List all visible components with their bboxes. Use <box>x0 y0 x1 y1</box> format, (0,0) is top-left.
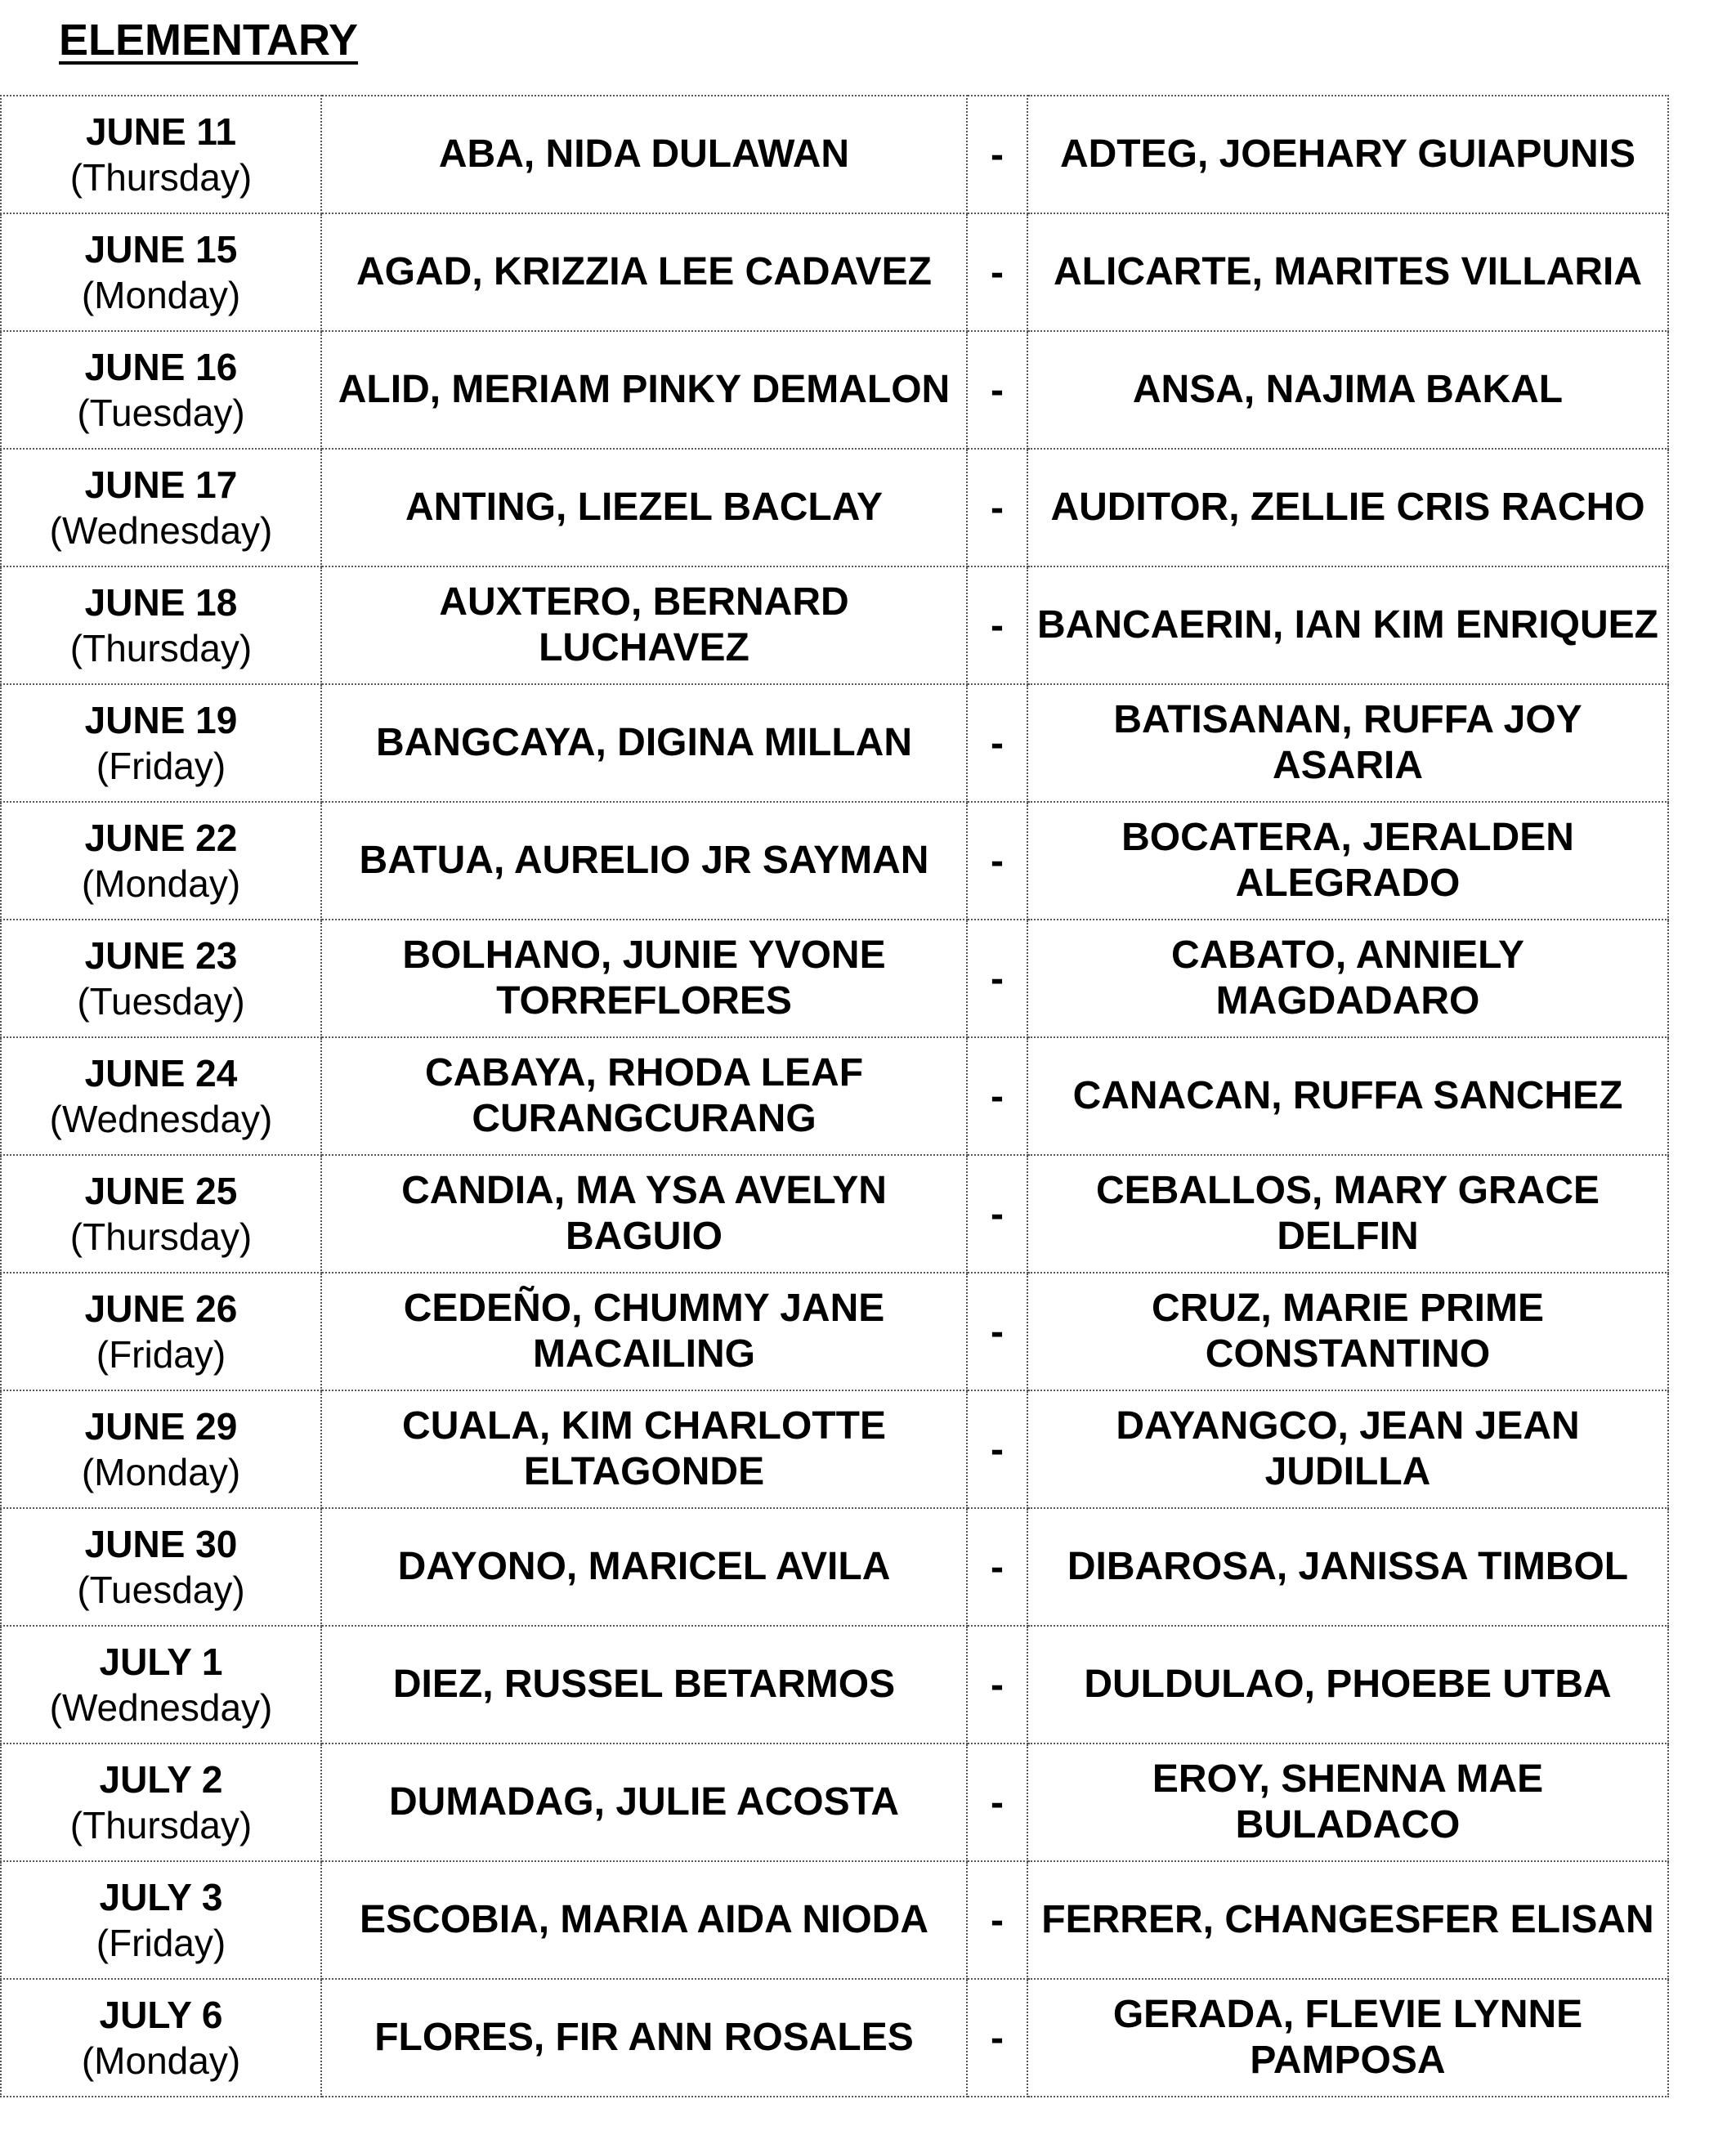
range-start-cell <box>321 920 967 1037</box>
range-start-cell <box>321 1979 967 2097</box>
weekday-label: (Friday) <box>96 1922 226 1964</box>
date-cell <box>1 1037 321 1155</box>
date-cell <box>1 566 321 684</box>
range-separator: - <box>991 2016 1004 2060</box>
schedule-table <box>0 95 1669 2097</box>
weekday-label: (Thursday) <box>69 156 253 199</box>
range-separator: - <box>991 1309 1004 1354</box>
date-label: JUNE 11 <box>85 110 237 153</box>
range-end-cell <box>1027 1037 1668 1155</box>
range-separator: - <box>991 368 1004 412</box>
range-end-cell <box>1027 213 1668 331</box>
range-start-cell <box>321 213 967 331</box>
table-row <box>1 1861 1668 1979</box>
range-start-cell <box>321 1273 967 1390</box>
range-end-name: CEBALLOS, MARY GRACE DELFIN <box>1095 1169 1600 1258</box>
date-cell <box>1 1979 321 2097</box>
table-row <box>1 1979 1668 2097</box>
range-separator: - <box>991 956 1004 1000</box>
range-end-name: CANACAN, RUFFA SANCHEZ <box>1072 1074 1623 1117</box>
range-start-cell <box>321 1037 967 1155</box>
range-separator-cell <box>967 1390 1027 1508</box>
range-separator: - <box>991 1192 1004 1236</box>
date-cell <box>1 802 321 920</box>
range-separator: - <box>991 132 1004 177</box>
range-end-cell <box>1027 1626 1668 1743</box>
range-separator: - <box>991 1545 1004 1589</box>
range-end-name: BOCATERA, JERALDEN ALEGRADO <box>1121 816 1574 905</box>
range-end-cell <box>1027 1743 1668 1861</box>
weekday-label: (Wednesday) <box>49 1098 273 1140</box>
date-label: JULY 3 <box>99 1876 223 1918</box>
date-label: JUNE 22 <box>84 817 238 859</box>
range-end-name: BANCAERIN, IAN KIM ENRIQUEZ <box>1036 603 1658 647</box>
weekday-label: (Wednesday) <box>49 509 273 552</box>
range-end-name: BATISANAN, RUFFA JOY ASARIA <box>1113 698 1582 787</box>
range-start-cell <box>321 566 967 684</box>
range-start-name: BOLHANO, JUNIE YVONE TORREFLORES <box>402 933 886 1023</box>
range-end-name: FERRER, CHANGESFER ELISAN <box>1041 1898 1654 1941</box>
range-end-name: EROY, SHENNA MAE BULADACO <box>1152 1757 1544 1846</box>
date-cell <box>1 1626 321 1743</box>
range-end-name: ANSA, NAJIMA BAKAL <box>1132 368 1564 411</box>
page-title: ELEMENTARY <box>59 16 359 65</box>
range-end-name: ADTEG, JOEHARY GUIAPUNIS <box>1059 132 1636 176</box>
range-end-cell <box>1027 802 1668 920</box>
table-row <box>1 449 1668 566</box>
date-label: JUNE 30 <box>84 1523 238 1565</box>
range-end-cell <box>1027 1861 1668 1979</box>
range-separator: - <box>991 1780 1004 1824</box>
range-separator-cell <box>967 331 1027 449</box>
date-cell <box>1 920 321 1037</box>
weekday-label: (Monday) <box>81 1451 241 1493</box>
date-label: JUNE 29 <box>84 1405 238 1448</box>
range-start-cell <box>321 449 967 566</box>
table-row <box>1 1626 1668 1743</box>
range-separator-cell <box>967 802 1027 920</box>
range-start-cell <box>321 1626 967 1743</box>
date-cell <box>1 1508 321 1626</box>
range-end-cell <box>1027 920 1668 1037</box>
range-end-cell <box>1027 1508 1668 1626</box>
date-cell <box>1 213 321 331</box>
weekday-label: (Monday) <box>81 2039 241 2082</box>
weekday-label: (Tuesday) <box>77 392 245 434</box>
range-end-cell <box>1027 1979 1668 2097</box>
range-separator: - <box>991 839 1004 883</box>
range-start-name: ABA, NIDA DULAWAN <box>438 132 850 176</box>
table-row <box>1 1743 1668 1861</box>
range-start-name: CUALA, KIM CHARLOTTE ELTAGONDE <box>402 1404 886 1493</box>
range-separator-cell <box>967 449 1027 566</box>
date-label: JULY 1 <box>99 1640 223 1683</box>
range-end-name: DIBAROSA, JANISSA TIMBOL <box>1067 1545 1629 1588</box>
range-end-cell <box>1027 1390 1668 1508</box>
weekday-label: (Wednesday) <box>49 1686 273 1729</box>
table-row <box>1 684 1668 802</box>
range-start-name: AGAD, KRIZZIA LEE CADAVEZ <box>356 250 932 293</box>
date-label: JUNE 26 <box>84 1287 238 1330</box>
range-end-name: ALICARTE, MARITES VILLARIA <box>1054 250 1642 293</box>
range-separator: - <box>991 486 1004 530</box>
range-separator-cell <box>967 684 1027 802</box>
date-label: JUNE 25 <box>84 1170 238 1212</box>
range-separator-cell <box>967 566 1027 684</box>
date-cell <box>1 449 321 566</box>
range-separator-cell <box>967 1273 1027 1390</box>
range-end-name: CRUZ, MARIE PRIME CONSTANTINO <box>1152 1287 1544 1376</box>
table-row <box>1 566 1668 684</box>
range-start-cell <box>321 96 967 213</box>
range-start-cell <box>321 1508 967 1626</box>
range-end-name: CABATO, ANNIELY MAGDADARO <box>1170 933 1525 1023</box>
weekday-label: (Tuesday) <box>77 980 245 1023</box>
date-cell <box>1 684 321 802</box>
range-separator: - <box>991 250 1004 294</box>
range-end-cell <box>1027 449 1668 566</box>
range-start-name: CABAYA, RHODA LEAF CURANGCURANG <box>424 1051 864 1140</box>
date-cell <box>1 96 321 213</box>
range-start-name: DUMADAG, JULIE ACOSTA <box>389 1780 899 1824</box>
table-row <box>1 1037 1668 1155</box>
range-separator: - <box>991 1898 1004 1942</box>
range-start-name: DIEZ, RUSSEL BETARMOS <box>392 1663 896 1706</box>
range-start-name: BATUA, AURELIO JR SAYMAN <box>359 839 929 882</box>
range-separator-cell <box>967 1037 1027 1155</box>
table-row <box>1 1508 1668 1626</box>
range-start-name: ANTING, LIEZEL BACLAY <box>405 486 884 529</box>
date-label: JUNE 19 <box>84 699 238 741</box>
range-end-name: DULDULAO, PHOEBE UTBA <box>1084 1663 1612 1706</box>
date-label: JUNE 23 <box>84 934 238 977</box>
date-label: JUNE 17 <box>84 463 238 506</box>
date-label: JULY 6 <box>99 1994 223 2036</box>
weekday-label: (Monday) <box>81 274 241 316</box>
range-start-cell <box>321 684 967 802</box>
table-row <box>1 802 1668 920</box>
table-row <box>1 1390 1668 1508</box>
range-start-name: ALID, MERIAM PINKY DEMALON <box>338 368 951 411</box>
range-separator: - <box>991 1663 1004 1707</box>
range-separator-cell <box>967 1743 1027 1861</box>
date-label: JUNE 15 <box>84 228 238 271</box>
range-end-cell <box>1027 331 1668 449</box>
range-separator: - <box>991 721 1004 765</box>
range-separator: - <box>991 1427 1004 1471</box>
table-row <box>1 1273 1668 1390</box>
range-start-name: AUXTERO, BERNARD LUCHAVEZ <box>439 580 849 669</box>
range-start-name: BANGCAYA, DIGINA MILLAN <box>375 721 913 764</box>
range-end-cell <box>1027 566 1668 684</box>
table-row <box>1 331 1668 449</box>
range-end-name: DAYANGCO, JEAN JEAN JUDILLA <box>1116 1404 1580 1493</box>
range-separator-cell <box>967 1508 1027 1626</box>
range-start-name: CANDIA, MA YSA AVELYN BAGUIO <box>401 1169 887 1258</box>
date-cell <box>1 1390 321 1508</box>
date-label: JUNE 16 <box>84 346 238 388</box>
range-start-cell <box>321 1861 967 1979</box>
range-start-cell <box>321 1155 967 1273</box>
date-cell <box>1 1861 321 1979</box>
weekday-label: (Thursday) <box>69 627 253 669</box>
date-cell <box>1 1155 321 1273</box>
range-start-cell <box>321 331 967 449</box>
date-cell <box>1 1743 321 1861</box>
weekday-label: (Friday) <box>96 745 226 787</box>
weekday-label: (Tuesday) <box>77 1569 245 1611</box>
range-start-cell <box>321 802 967 920</box>
weekday-label: (Thursday) <box>69 1804 253 1846</box>
date-label: JUNE 18 <box>84 581 238 624</box>
weekday-label: (Monday) <box>81 862 241 905</box>
range-start-cell <box>321 1743 967 1861</box>
range-separator-cell <box>967 96 1027 213</box>
range-separator-cell <box>967 1861 1027 1979</box>
date-cell <box>1 331 321 449</box>
range-start-name: ESCOBIA, MARIA AIDA NIODA <box>360 1898 928 1941</box>
date-label: JUNE 24 <box>84 1052 238 1094</box>
range-end-cell <box>1027 96 1668 213</box>
range-end-cell <box>1027 684 1668 802</box>
weekday-label: (Thursday) <box>69 1215 253 1258</box>
table-row <box>1 1155 1668 1273</box>
range-separator-cell <box>967 1979 1027 2097</box>
schedule-body <box>1 96 1668 2097</box>
range-start-name: DAYONO, MARICEL AVILA <box>397 1545 891 1588</box>
date-cell <box>1 1273 321 1390</box>
range-separator-cell <box>967 1626 1027 1743</box>
range-end-cell <box>1027 1155 1668 1273</box>
range-start-cell <box>321 1390 967 1508</box>
weekday-label: (Friday) <box>96 1333 226 1376</box>
range-end-name: GERADA, FLEVIE LYNNE PAMPOSA <box>1112 1993 1583 2082</box>
table-row <box>1 213 1668 331</box>
date-label: JULY 2 <box>99 1758 223 1801</box>
range-separator: - <box>991 1074 1004 1118</box>
range-end-name: AUDITOR, ZELLIE CRIS RACHO <box>1050 486 1645 529</box>
range-separator-cell <box>967 213 1027 331</box>
range-end-cell <box>1027 1273 1668 1390</box>
range-start-name: CEDEÑO, CHUMMY JANE MACAILING <box>403 1287 885 1376</box>
table-row <box>1 920 1668 1037</box>
range-separator-cell <box>967 1155 1027 1273</box>
table-row <box>1 96 1668 213</box>
range-separator: - <box>991 603 1004 647</box>
range-separator-cell <box>967 920 1027 1037</box>
range-start-name: FLORES, FIR ANN ROSALES <box>374 2016 914 2059</box>
